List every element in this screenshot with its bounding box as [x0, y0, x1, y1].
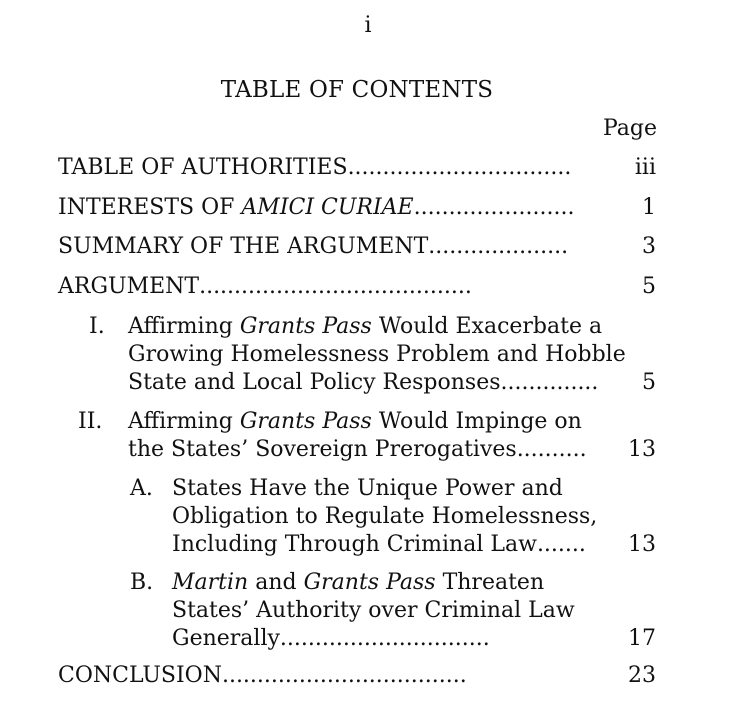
section-marker: A.	[130, 476, 153, 501]
entry-text: SUMMARY OF THE ARGUMENT	[58, 234, 429, 259]
dot-leader: .......	[536, 532, 586, 557]
toc-entry-argument-ii-b[interactable]	[0, 569, 736, 653]
entry-text: TABLE OF AUTHORITIES	[58, 155, 348, 180]
entry-page: 23	[628, 663, 656, 688]
entry-text: ARGUMENT	[58, 274, 200, 299]
section-marker: II.	[78, 409, 103, 434]
entry-text: and	[248, 570, 304, 595]
entry-text: INTERESTS OF	[58, 195, 242, 220]
entry-page: 13	[628, 532, 656, 557]
entry-text-italic: Grants Pass	[303, 570, 436, 595]
entry-text: CONCLUSION	[58, 663, 222, 688]
entry-text-italic: Martin	[172, 570, 249, 595]
toc-entry-argument-ii-a[interactable]	[0, 475, 736, 559]
entry-page: 1	[642, 195, 656, 220]
entry-text-italic: Grants Pass	[239, 314, 372, 339]
entry-text: State and Local Policy Responses	[128, 370, 501, 395]
toc-entry-conclusion[interactable]	[0, 662, 736, 690]
toc-entry-argument-i[interactable]	[0, 313, 736, 397]
dot-leader: ..............	[500, 370, 599, 395]
section-marker: I.	[89, 314, 105, 339]
toc-entry-argument-ii[interactable]	[0, 408, 736, 464]
toc-entry-authorities[interactable]	[0, 154, 736, 182]
entry-page: 5	[642, 274, 656, 299]
dot-leader: ..............................	[279, 626, 490, 651]
toc-entry-argument[interactable]	[0, 273, 736, 301]
dot-leader: ................................	[347, 155, 572, 180]
page-column-label: Page	[602, 116, 657, 141]
dot-leader: ....................	[428, 234, 569, 259]
entry-text: Growing Homelessness Problem and Hobble	[128, 342, 626, 367]
entry-text: Generally	[172, 626, 280, 651]
page-number: i	[364, 13, 372, 38]
entry-page: iii	[634, 155, 656, 180]
dot-leader: .......................	[413, 195, 575, 220]
entry-text: Affirming	[128, 314, 240, 339]
dot-leader: ..........	[516, 437, 587, 462]
entry-page: 17	[628, 626, 656, 651]
entry-page: 3	[642, 234, 656, 259]
entry-page: 5	[642, 370, 656, 395]
entry-text: Including Through Criminal Law	[172, 532, 537, 557]
toc-title: TABLE OF CONTENTS	[220, 77, 494, 103]
section-marker: B.	[130, 570, 154, 595]
entry-text: Obligation to Regulate Homelessness,	[172, 504, 598, 529]
entry-text: Would Exacerbate a	[371, 314, 603, 339]
entry-page: 13	[628, 437, 656, 462]
dot-leader: ...................................	[221, 663, 467, 688]
entry-text: States’ Authority over Criminal Law	[172, 598, 575, 623]
entry-text: Threaten	[435, 570, 545, 595]
entry-text: States Have the Unique Power and	[172, 476, 563, 501]
entry-text: Affirming	[128, 409, 240, 434]
toc-entry-summary[interactable]	[0, 233, 736, 261]
entry-text-italic: AMICI CURIAE	[241, 195, 414, 220]
toc-entry-interests[interactable]	[0, 194, 736, 222]
entry-text: the States’ Sovereign Prerogatives	[128, 437, 517, 462]
dot-leader: .......................................	[199, 274, 472, 299]
entry-text-italic: Grants Pass	[239, 409, 372, 434]
entry-text: Would Impinge on	[371, 409, 582, 434]
